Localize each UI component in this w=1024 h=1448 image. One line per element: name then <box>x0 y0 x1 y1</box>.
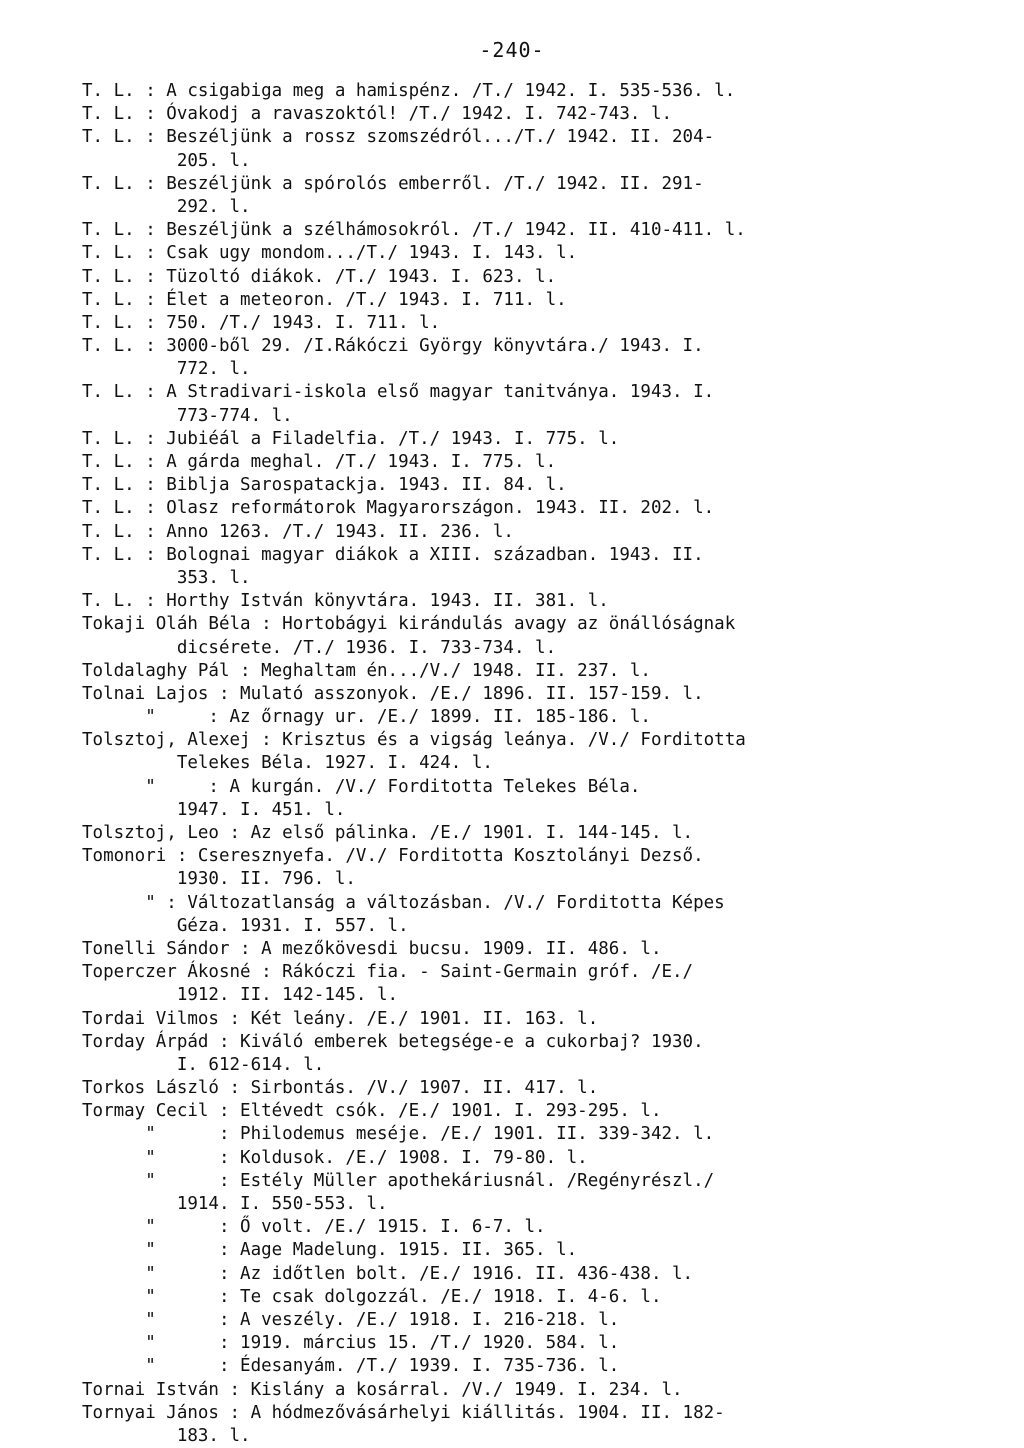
entry-line: " : Az időtlen bolt. /E./ 1916. II. 436-438. l. <box>82 1263 694 1284</box>
entry-line: T. L. : Óvakodj a ravaszoktól! /T./ 1942. I. 742-743. l. <box>82 104 673 125</box>
entry-line: Tomonori : Cseresznyefa. /V./ Forditotta Kosztolányi Dezső. <box>82 846 704 867</box>
entry-line: T. L. : 750. /T./ 1943. I. 711. l. <box>82 312 441 333</box>
entry-line: " : Koldusok. /E./ 1908. I. 79-80. l. <box>82 1147 588 1168</box>
entry-line: T. L. : Beszéljünk a spórolós emberről. /T./ 1942. II. 291- <box>82 173 704 194</box>
entry-line: Telekes Béla. 1927. I. 424. l. <box>82 753 493 774</box>
entry-line: " : Az őrnagy ur. /E./ 1899. II. 185-186. l. <box>82 707 651 728</box>
entry-line: Tornai István : Kislány a kosárral. /V./ 1949. I. 234. l. <box>82 1379 683 1400</box>
entry-line: Tonelli Sándor : A mezőkövesdi bucsu. 1909. II. 486. l. <box>82 938 662 959</box>
entry-line: T. L. : Beszéljünk a rossz szomszédról.../T./ 1942. II. 204- <box>82 127 715 148</box>
entry-line: 1947. I. 451. l. <box>82 799 346 820</box>
entry-line: T. L. : A gárda meghal. /T./ 1943. I. 775. l. <box>82 452 557 472</box>
entry-line: T. L. : Anno 1263. /T./ 1943. II. 236. l. <box>82 521 514 542</box>
entry-line: 183. l. <box>82 1425 251 1446</box>
entry-line: T. L. : Élet a meteoron. /T./ 1943. I. 711. l. <box>82 289 567 310</box>
entry-line: Toperczer Ákosné : Rákóczi fia. - Saint-Germain gróf. /E./ <box>82 962 694 983</box>
entry-line: 1912. II. 142-145. l. <box>82 985 399 1006</box>
entry-line: I. 612-614. l. <box>82 1054 325 1075</box>
entry-line: 353. l. <box>82 567 251 588</box>
entry-line: T. L. : A csigabiga meg a hamispénz. /T./ 1942. I. 535-536. l. <box>82 81 736 101</box>
entry-line: T. L. : Beszéljünk a szélhámosokról. /T./ 1942. II. 410-411. l. <box>82 220 746 241</box>
entry-line: Torkos László : Sirbontás. /V./ 1907. II. 417. l. <box>82 1078 599 1099</box>
entry-line: Tokaji Oláh Béla : Hortobágyi kirándulás avagy az önállóságnak <box>82 614 736 635</box>
entry-line: " : Változatlanság a változásban. /V./ Forditotta Képes <box>82 892 725 913</box>
entry-line: " : Te csak dolgozzál. /E./ 1918. I. 4-6. l. <box>82 1286 662 1307</box>
entry-line: " : Ő volt. /E./ 1915. I. 6-7. l. <box>82 1217 546 1238</box>
entry-line: 772. l. <box>82 359 251 380</box>
entry-line: " : Philodemus meséje. /E./ 1901. II. 339-342. l. <box>82 1124 715 1145</box>
entry-line: Toldalaghy Pál : Meghaltam én.../V./ 1948. II. 237. l. <box>82 660 651 681</box>
entry-line: 205. l. <box>82 150 251 171</box>
entry-line: T. L. : 3000-ből 29. /I.Rákóczi György könyvtára./ 1943. I. <box>82 336 704 357</box>
entry-line: T. L. : Tüzoltó diákok. /T./ 1943. I. 623. l. <box>82 266 557 287</box>
entry-line: T. L. : Csak ugy mondom.../T./ 1943. I. 143. l. <box>82 243 578 264</box>
entry-line: 1930. II. 796. l. <box>82 869 356 890</box>
entry-line: dicsérete. /T./ 1936. I. 733-734. l. <box>82 637 557 658</box>
entry-line: " : A kurgán. /V./ Forditotta Telekes Béla. <box>82 776 641 797</box>
entry-line: Tormay Cecil : Eltévedt csók. /E./ 1901. I. 293-295. l. <box>82 1101 662 1122</box>
entry-line: Géza. 1931. I. 557. l. <box>82 915 409 936</box>
entry-line: " : A veszély. /E./ 1918. I. 216-218. l. <box>82 1309 620 1330</box>
entry-line: Tolnai Lajos : Mulató asszonyok. /E./ 1896. II. 157-159. l. <box>82 683 704 704</box>
entry-line: " : 1919. március 15. /T./ 1920. 584. l. <box>82 1333 620 1354</box>
entry-line: 773-774. l. <box>82 405 293 426</box>
entry-line: Tolsztoj, Leo : Az első pálinka. /E./ 1901. I. 144-145. l. <box>82 823 694 843</box>
entry-line: T. L. : Jubiéál a Filadelfia. /T./ 1943. I. 775. l. <box>82 428 620 449</box>
entry-line: " : Aage Madelung. 1915. II. 365. l. <box>82 1240 578 1261</box>
entry-line: T. L. : Horthy István könyvtára. 1943. II. 381. l. <box>82 591 609 612</box>
entry-line: Tornyai János : A hódmezővásárhelyi kiállitás. 1904. II. 182- <box>82 1402 725 1423</box>
bibliography-entries <box>82 80 982 1448</box>
entry-line: 292. l. <box>82 196 251 217</box>
entry-line: T. L. : Olasz reformátorok Magyarországon. 1943. II. 202. l. <box>82 498 715 519</box>
page-number: -240- <box>479 38 545 62</box>
entry-line: T. L. : A Stradivari-iskola első magyar tanitványa. 1943. I. <box>82 382 715 403</box>
entry-line: T. L. : Biblja Sarospatackja. 1943. II. 84. l. <box>82 475 567 496</box>
entry-line: Tolsztoj, Alexej : Krisztus és a vigság leánya. /V./ Forditotta <box>82 730 746 751</box>
entry-line: Tordai Vilmos : Két leány. /E./ 1901. II. 163. l. <box>82 1008 599 1029</box>
entry-line: Torday Árpád : Kiváló emberek betegsége-e a cukorbaj? 1930. <box>82 1031 704 1052</box>
entry-line: T. L. : Bolognai magyar diákok a XIII. században. 1943. II. <box>82 544 704 565</box>
entry-line: " : Édesanyám. /T./ 1939. I. 735-736. l. <box>82 1356 620 1377</box>
entry-line: 1914. I. 550-553. l. <box>82 1194 388 1214</box>
entry-line: " : Estély Müller apothekáriusnál. /Regényrészl./ <box>82 1170 715 1191</box>
